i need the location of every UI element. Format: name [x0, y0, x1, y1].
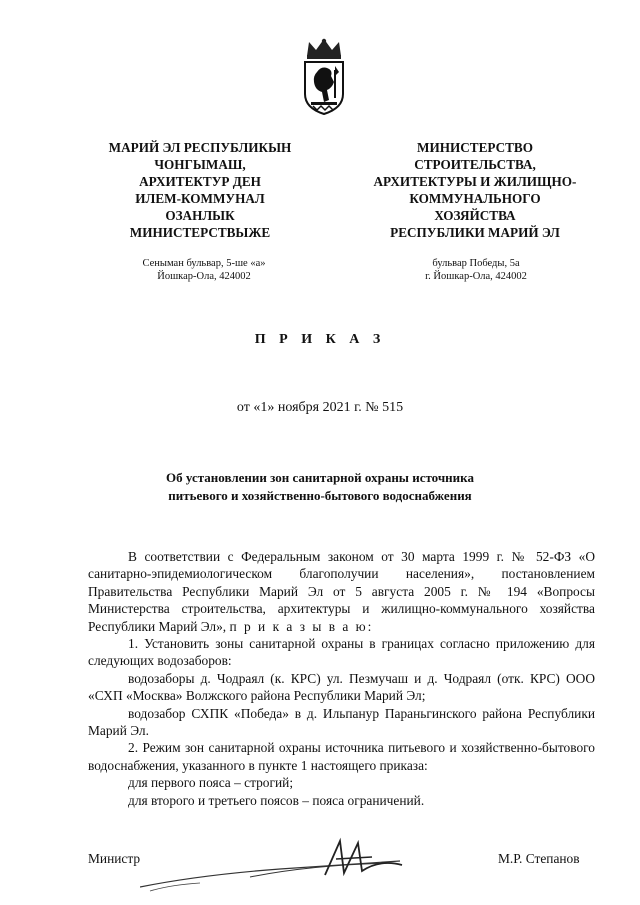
- document-type: П Р И К А З: [254, 332, 386, 347]
- order-word: п р и к а з ы в а ю:: [229, 618, 374, 634]
- header-left-line: ОЗАНЛЫК: [165, 208, 235, 223]
- body-item-1b: водозабор СХПК «Победа» в д. Ильпанур Параньгинского района Республики Марий Эл.: [88, 705, 595, 739]
- body-item-2a: для первого пояса – строгий;: [128, 775, 294, 791]
- body-item-2: 2. Режим зон санитарной охраны источника питьевого и хозяйственно-бытового водоснабжения, указанного в пункте 1 настоящего приказа:: [88, 740, 595, 773]
- intro-text: В соответствии с Федеральным законом от 30 марта 1999 г. № 52-ФЗ «О санитарно-эпидемиологическом благополучии населения», постановлением Правительства Республики Марий Эл от 5 августа 2005 г. № 194 «Вопросы Министерства строительства, архитектуры и жилищно-коммунального хозяйства Республики Марий Эл»,: [88, 549, 595, 634]
- body-item-1a: водозаборы д. Чодраял (к. КРС) ул. Пезмучаш и д. Чодраял (отк. КРС) ООО «СХП «Москва» Волжского района Республики Марий Эл;: [88, 670, 595, 704]
- header-left-line: МИНИСТЕРСТВЫЖЕ: [129, 225, 271, 240]
- header-left-line: ЧОНГЫМАШ,: [154, 157, 246, 172]
- address-line: г. Йошкар-Ола, 424002: [425, 271, 527, 282]
- header-left-line: АРХИТЕКТУР ДЕН: [139, 174, 261, 189]
- document-title-line: питьевого и хозяйственно-бытового водоснабжения: [168, 488, 472, 503]
- header-right-line: СТРОИТЕЛЬСТВА,: [414, 157, 536, 172]
- header-left-line: ИЛЕМ-КОММУНАЛ: [135, 191, 265, 206]
- header-right-line: КОММУНАЛЬНОГО: [409, 191, 541, 206]
- document-body: [88, 548, 595, 809]
- header-left-ministry-name: [70, 139, 330, 241]
- address-line: бульвар Победы, 5а: [432, 258, 520, 269]
- header-right-address: [356, 257, 596, 283]
- header-right-line: РЕСПУБЛИКИ МАРИЙ ЭЛ: [390, 225, 560, 240]
- address-line: Сеныман бульвар, 5-ше «а»: [142, 258, 266, 269]
- header-right-line: АРХИТЕКТУРЫ И ЖИЛИЩНО-: [373, 174, 577, 189]
- body-item-1: 1. Установить зоны санитарной охраны в границах согласно приложению для следующих водозаборов:: [88, 636, 595, 669]
- body-item-2b: для второго и третьего поясов – пояса ограничений.: [128, 792, 425, 808]
- header-left-line: МАРИЙ ЭЛ РЕСПУБЛИКЫН: [108, 140, 292, 155]
- address-line: Йошкар-Ола, 424002: [157, 271, 251, 282]
- body-intro: [88, 548, 595, 635]
- document-title: [100, 469, 540, 505]
- mari-el-coat-of-arms-icon: [299, 36, 349, 116]
- document-date-number: от «1» ноября 2021 г. № 515: [236, 400, 404, 415]
- header-right-line: ХОЗЯЙСТВА: [434, 208, 516, 223]
- handwritten-signature-icon: [140, 835, 470, 895]
- header-right-line: МИНИСТЕРСТВО: [417, 140, 533, 155]
- document-title-line: Об установлении зон санитарной охраны источника: [166, 470, 474, 485]
- signature-position: Министр: [88, 851, 141, 866]
- header-left-address: [84, 257, 324, 283]
- header-right-ministry-name: [340, 139, 610, 241]
- signature-name: М.Р. Степанов: [498, 851, 580, 866]
